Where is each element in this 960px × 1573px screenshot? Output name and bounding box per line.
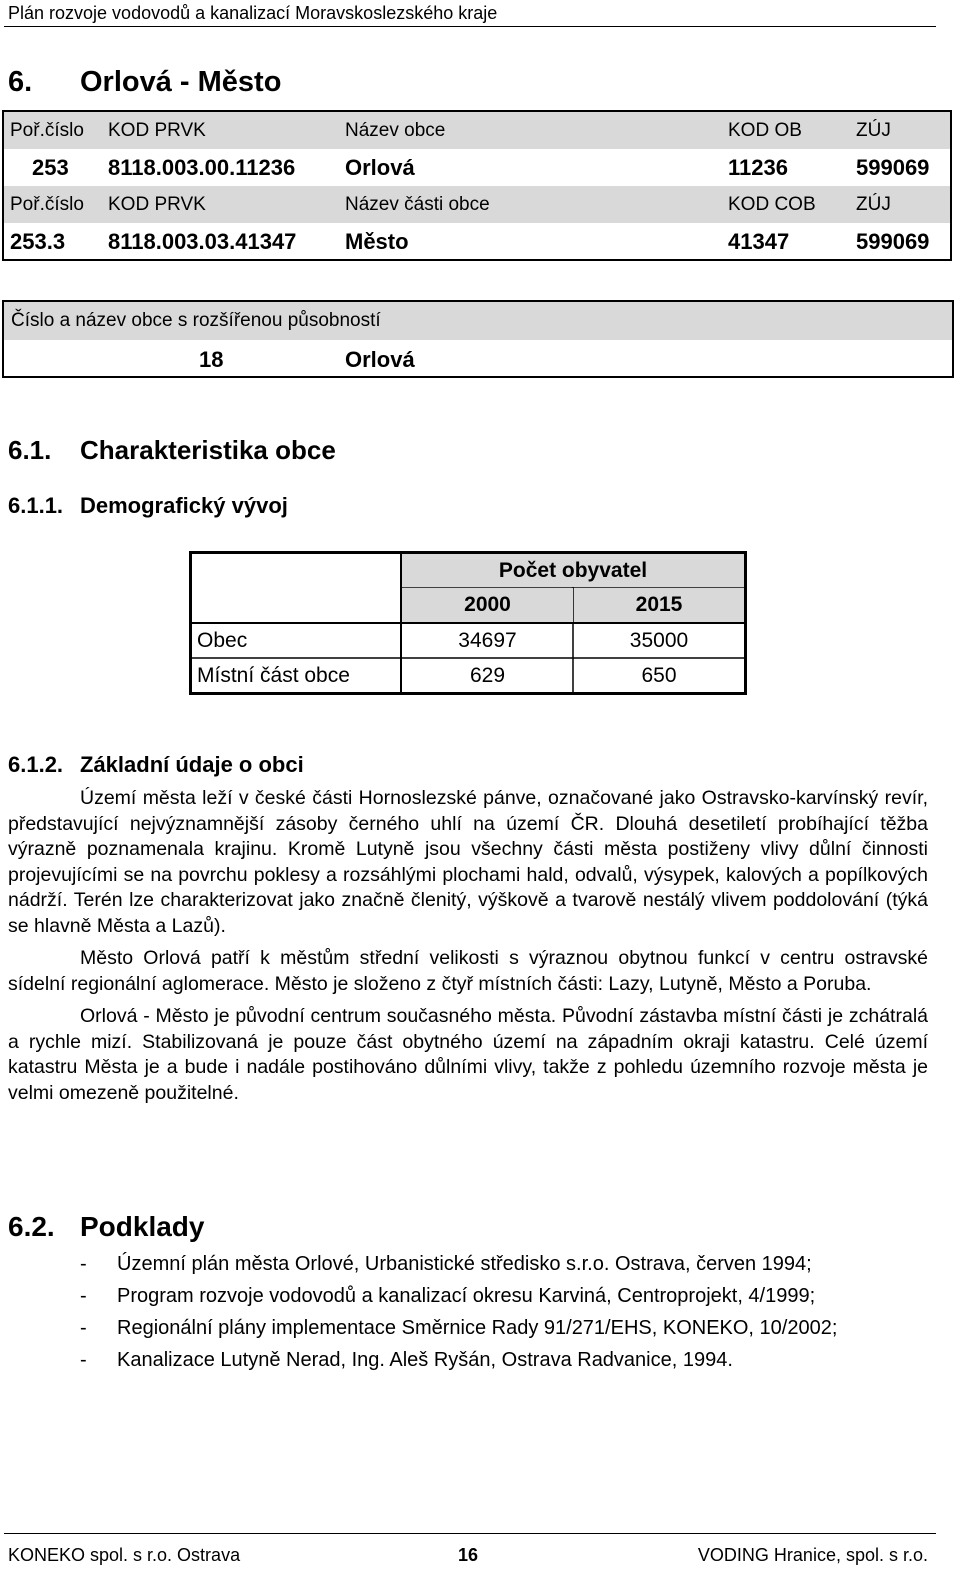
row-label: Obec	[197, 629, 248, 652]
value-cell: 11236	[728, 154, 788, 180]
section-title: Charakteristika obce	[80, 435, 336, 465]
id-table-label-row-2	[4, 186, 950, 223]
footer-right: VODING Hranice, spol. s r.o.	[697, 1545, 928, 1565]
value-cell: 41347	[728, 228, 790, 254]
value-cell: 8118.003.00.11236	[108, 154, 296, 180]
orp-label-row	[4, 302, 952, 340]
value-cell: 599069	[856, 228, 930, 254]
list-item	[80, 1314, 940, 1346]
label-cell: ZÚJ	[856, 119, 891, 141]
section-6-2-heading	[8, 1211, 204, 1243]
section-title: Demografický vývoj	[80, 493, 288, 518]
paragraph: Orlová - Město je původní centrum současného města. Původní zástavba místní části je zchátralá a rychle mizí. Stabilizovaná je pouze část obytného území na západním okraji katastru. Celé území katastru Města je a bude i nadále postihováno důlními vlivy, takže z pohledu územního rozvoje města je velmi omezeně použitelné.	[8, 1005, 928, 1104]
section-title: Orlová - Město	[80, 66, 282, 98]
value-cell: Město	[345, 228, 409, 254]
section-6-1-heading	[8, 435, 336, 466]
list-dash: -	[80, 1285, 87, 1307]
section-number: 6.1.2.	[8, 752, 64, 777]
year-2000-header: 2000	[402, 588, 573, 622]
orp-number: 18	[199, 347, 224, 372]
section-title: Základní údaje o obci	[80, 752, 304, 777]
page-number: 16	[458, 1545, 479, 1565]
id-table-value-row-1	[4, 149, 950, 186]
list-item-text: Regionální plány implementace Směrnice Rady 91/271/EHS, KONEKO, 10/2002;	[117, 1317, 838, 1339]
list-dash: -	[80, 1349, 87, 1371]
value-cell: 8118.003.03.41347	[108, 228, 297, 254]
id-table-label-row-1	[4, 112, 950, 149]
orp-name: Orlová	[345, 347, 415, 372]
section-6-1-2-heading	[8, 752, 304, 778]
paragraph: Město Orlová patří k městům střední velikosti s výraznou obytnou funkcí v centru ostravské sídelní regionální aglomerace. Město je složeno z čtyř místních části: Lazy, Lutyně, Město a Poruba.	[8, 947, 928, 995]
section-6-1-1-heading	[8, 493, 288, 519]
paragraph: Území města leží v české části Hornoslezské pánve, označované jako Ostravsko-karvínský revír, představující nejvýznamnější zásoby černého uhlí na území ČR. Dlouhá desetiletí probíhající těžba výrazně poznamenala krajinu. Kromě Lutyně jsou všechny části města postiženy vlivy důlní činnosti projevujícími se na povrchu poklesy a rozsáhlými plochami hald, odvalů, výsypek, kalových a popílkových nádrží. Terén lze charakterizovat jako značně členitý, výškově a tvarově nestálý vlivem poddolování (týká se hlavně Města a Lazů).	[8, 787, 928, 937]
body-text	[8, 786, 928, 1106]
list-dash: -	[80, 1317, 87, 1339]
value-cell: 34697	[458, 629, 517, 652]
list-item	[80, 1250, 940, 1282]
label-cell: KOD COB	[728, 193, 816, 215]
label-cell: KOD PRVK	[108, 119, 206, 141]
section-number: 6.1.	[8, 435, 52, 465]
value-cell: 35000	[629, 629, 689, 652]
header-divider	[4, 26, 936, 27]
value-cell: 253	[32, 154, 69, 180]
section-6-heading	[8, 66, 281, 99]
id-table-value-row-2	[4, 223, 950, 260]
section-number: 6.	[8, 66, 33, 98]
list-item	[80, 1346, 940, 1378]
list-item-text: Program rozvoje vodovodů a kanalizací okresu Karviná, Centroprojekt, 4/1999;	[117, 1285, 816, 1307]
label-cell: Poř.číslo	[10, 119, 84, 141]
label-cell: Poř.číslo	[10, 193, 84, 215]
list-item	[80, 1282, 940, 1314]
value-cell: 629	[469, 664, 506, 687]
section-number: 6.1.1.	[8, 493, 64, 518]
demographic-table	[189, 551, 747, 695]
page-header-title: Plán rozvoje vodovodů a kanalizací Moravskoslezského kraje	[8, 3, 498, 23]
list-item-text: Kanalizace Lutyně Nerad, Ing. Aleš Ryšán, Ostrava Radvanice, 1994.	[117, 1349, 733, 1371]
section-number: 6.2.	[8, 1211, 55, 1242]
value-cell: 650	[641, 664, 677, 687]
footer-left: KONEKO spol. s r.o. Ostrava	[8, 1545, 241, 1565]
section-title: Podklady	[80, 1211, 205, 1242]
value-cell: 253.3	[10, 228, 66, 254]
row-label: Místní část obce	[197, 664, 350, 687]
municipality-id-table	[2, 110, 952, 261]
label-cell: Název části obce	[345, 193, 490, 215]
value-cell: Orlová	[345, 154, 415, 180]
orp-label: Číslo a název obce s rozšířenou působností	[11, 310, 381, 331]
list-item-text: Územní plán města Orlové, Urbanistické středisko s.r.o. Ostrava, červen 1994;	[117, 1253, 812, 1275]
label-cell: Název obce	[345, 119, 446, 141]
sources-list	[80, 1250, 940, 1378]
label-cell: ZÚJ	[856, 193, 891, 215]
list-dash: -	[80, 1253, 87, 1275]
label-cell: KOD OB	[728, 119, 802, 141]
value-cell: 599069	[856, 154, 930, 180]
orp-box	[2, 300, 954, 378]
footer-divider	[4, 1533, 936, 1534]
population-header: Počet obyvatel	[402, 554, 744, 587]
label-cell: KOD PRVK	[108, 193, 206, 215]
year-2015-header: 2015	[574, 588, 744, 622]
